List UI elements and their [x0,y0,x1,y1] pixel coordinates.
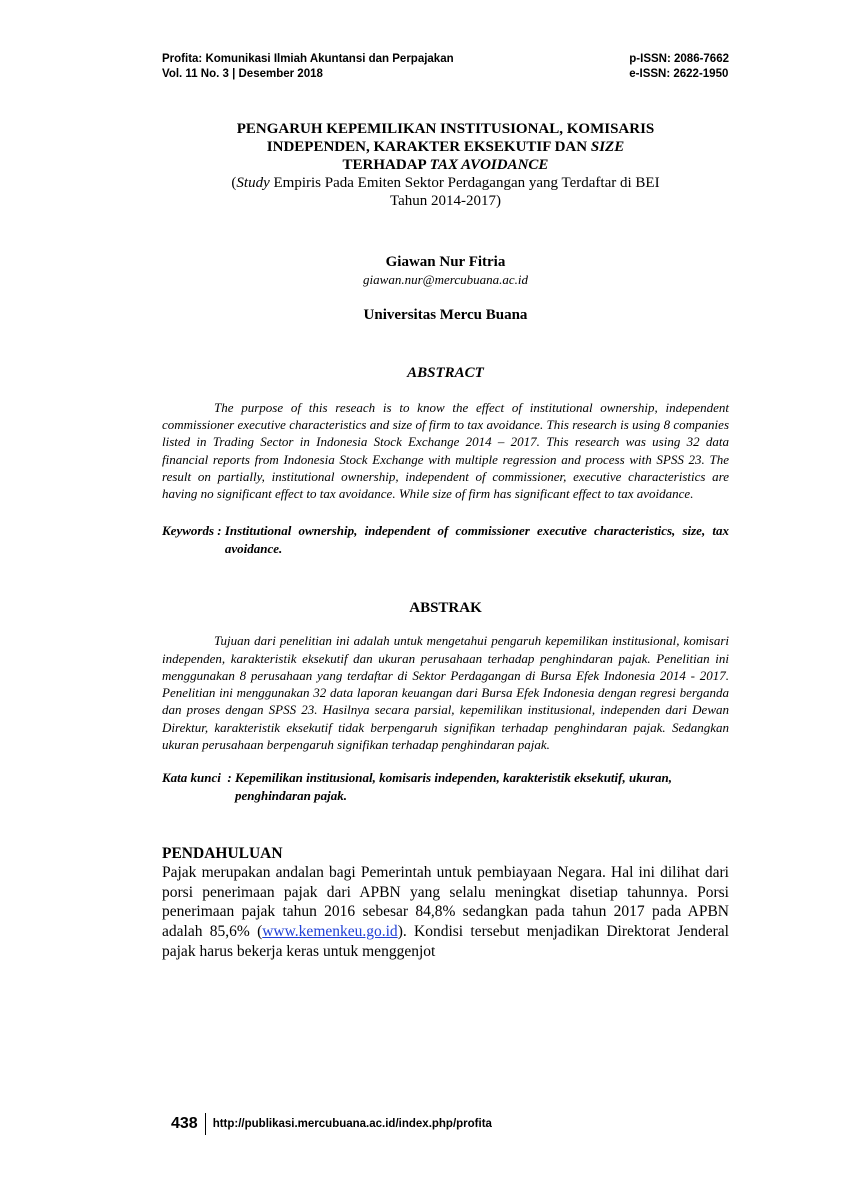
author-email: giawan.nur@mercubuana.ac.id [363,272,528,287]
running-header-right [629,52,729,82]
subtitle-open-paren: ( [231,175,237,191]
kata-kunci-value: Kepemilikan institusional, komisaris independen, karakteristik eksekutif, ukuran, penghindaran pajak. [234,770,672,803]
intro-text-part-2: ). Kondisi tersebut menjadikan Direktorat Jenderal pajak harus bekerja keras untuk menggenjot [162,923,729,960]
journal-issue: Vol. 11 No. 3 | Desember 2018 [162,68,323,80]
keywords-value: Institutional ownership, independent of commissioner executive characteristics, size, tax avoidance. [224,523,729,556]
page-footer [171,1113,492,1135]
title-line-2-text: INDEPENDEN, KARAKTER EKSEKUTIF DAN [266,139,588,155]
subtitle-italic: Study [236,175,270,191]
abstrak-text: Tujuan dari penelitian ini adalah untuk mengetahui pengaruh kepemilikan institusional, komisari independen, karakteristik eksekutif dan ukuran perusahaan terhadap penghindaran pajak. Penelitian ini menggunakan 8 perusahaan yang terdaftar di Sektor Perdagangan di Bursa Efek Indonesia 2014 - 2017. Penelitian ini menggunakan 32 data laporan keuangan dari Bursa Efek Indonesia dengan regresi berganda dan proses dengan SPSS 23. Hasilnya secara parsial, kepemilikan institusional, independen dari Dewan Direktur, karakteristik eksekutif tidak berpengaruh signifikan terhadap penghindaran pajak. Sedangkan ukuran perusahaan berpengaruh signifikan terhadap penghindaran pajak. [162,633,729,752]
abstract-heading: ABSTRACT [407,365,484,381]
author-name: Giawan Nur Fitria [385,254,506,270]
subtitle-rest: Empiris Pada Emiten Sektor Perdagangan yang Terdaftar di BEI [269,175,660,191]
intro-paragraph [162,863,729,961]
subtitle-line-1 [162,174,729,192]
author-affiliation: Universitas Mercu Buana [363,307,528,323]
title-line-3 [162,156,729,174]
p-issn: p-ISSN: 2086-7662 [629,53,729,65]
subtitle-line-2: Tahun 2014-2017) [389,193,501,209]
kata-kunci-label: Kata kunci : [162,770,235,786]
abstract-keywords [162,522,729,557]
footer-url[interactable]: http://publikasi.mercubuana.ac.id/index.php/profita [212,1118,492,1130]
e-issn: e-ISSN: 2622-1950 [629,68,729,80]
journal-name: Profita: Komunikasi Ilmiah Akuntansi dan Perpajakan [162,53,454,65]
running-header-left [162,52,454,82]
article-body [162,120,729,961]
title-line-3-italic: TAX AVOIDANCE [429,157,549,173]
title-line-1: PENGARUH KEPEMILIKAN INSTITUSIONAL, KOMISARIS [236,121,655,137]
title-line-2 [162,138,729,156]
title-line-2-italic: SIZE [590,139,625,155]
abstrak-keywords [162,769,729,804]
kemenkeu-link[interactable]: www.kemenkeu.go.id [262,923,398,941]
abstrak-heading: ABSTRAK [409,600,482,617]
page-number: 438 [171,1113,206,1135]
title-block [162,120,729,210]
section-heading-pendahuluan: PENDAHULUAN [162,845,283,863]
abstract-text: The purpose of this reseach is to know the effect of institutional ownership, independent commissioner executive characteristics and size of firm to tax avoidance. This research is using 8 companies listed in Trading Sector in Indonesia Stock Exchange 2014 – 2017. This research was using 32 data financial reports from Indonesia Stock Exchange with multiple regression and process with SPSS 23. The result on partially, institutional ownership, independent of commissioner, executive characteristics are having no significant effect to tax avoidance. While size of firm has significant effect to tax avoidance. [162,400,729,502]
intro-text-part-1: Pajak merupakan andalan bagi Pemerintah untuk pembiayaan Negara. Hal ini dilihat dari porsi penerimaan pajak dari APBN yang selalu meningkat disetiap tahunnya. Porsi penerimaan pajak tahun 2016 sebesar 84,8% sedangkan pada tahun 2017 pada APBN adalah 85,6% ( [162,864,729,941]
title-line-3-text: TERHADAP [342,157,426,173]
keywords-label: Keywords : [162,523,225,539]
